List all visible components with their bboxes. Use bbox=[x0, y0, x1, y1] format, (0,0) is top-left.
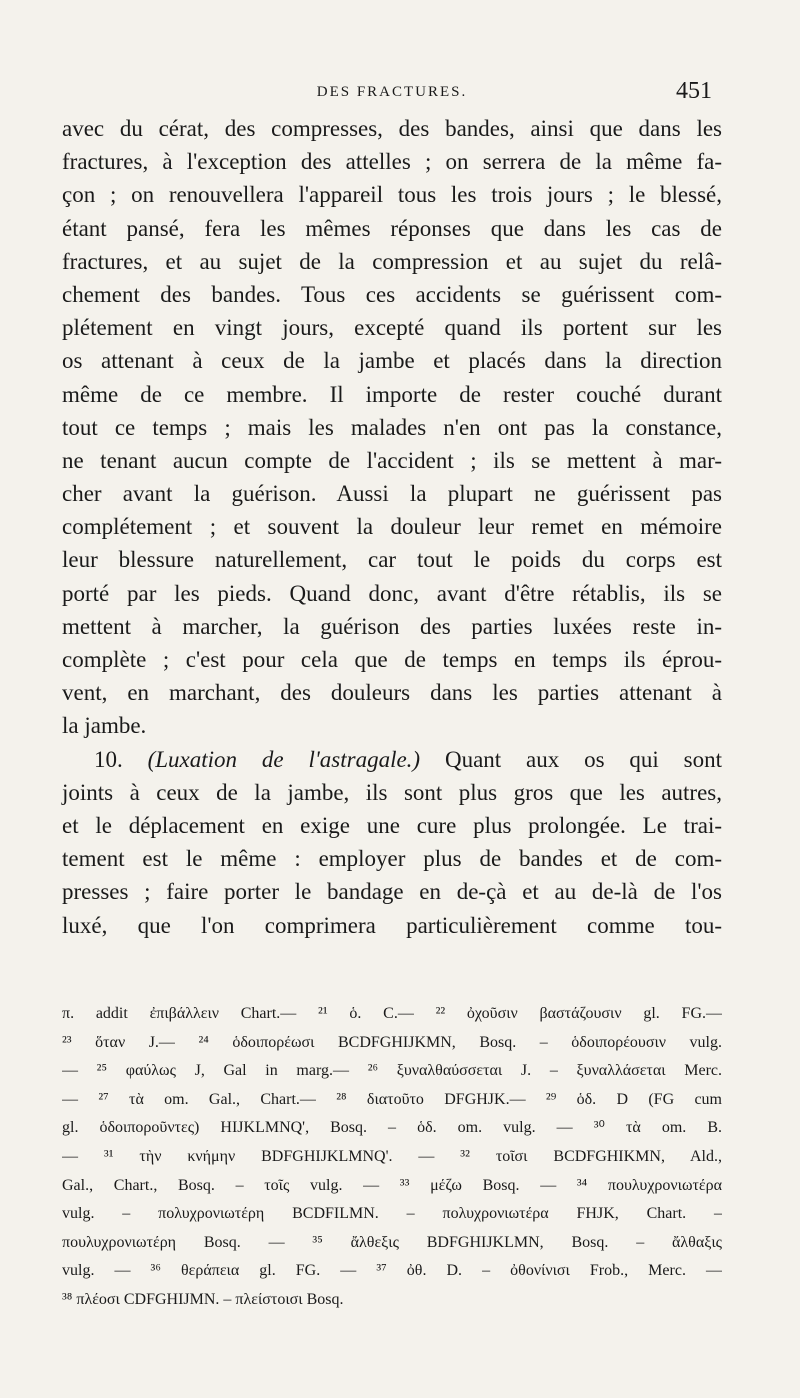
text-line: complétement ; et souvent la douleur leur remet en mémoire bbox=[62, 514, 722, 540]
text-line: la jambe. bbox=[62, 713, 147, 739]
text-line: fractures, et au sujet de la compression et au sujet du relâ- bbox=[62, 248, 722, 274]
text-line: tout ce temps ; mais les malades n'en ont pas la constance, bbox=[62, 414, 722, 440]
text-line: joints à ceux de la jambe, ils sont plus gros que les autres, bbox=[62, 779, 722, 805]
text-line: luxé, que l'on comprimera particulièrement comme tou- bbox=[62, 912, 722, 938]
running-title: DES FRACTURES. bbox=[316, 84, 468, 100]
text-line: vent, en marchant, des douleurs dans les parties attenant à bbox=[62, 680, 722, 706]
footnote-line: πουλυχρονιωτέρη Bosq. — ³⁵ ἄλθεξις BDFGHIJKLMN, Bosq. – ἄλθαξις bbox=[62, 1233, 722, 1251]
footnote-line: vulg. – πολυχρονιωτέρη BCDFILMN. – πολυχρονιωτέρα FHJK, Chart. – bbox=[62, 1205, 722, 1223]
footnote-line: — ³¹ τὴν κνήμην BDFGHIJKLMNQ'. — ³² τοῖσι BCDFGHIKMN, Ald., bbox=[62, 1147, 722, 1165]
footnote-line: ³⁸ πλέοσι CDFGHIJMN. – πλείστοισι Bosq. bbox=[62, 1290, 344, 1308]
section-first-line bbox=[62, 743, 722, 776]
footnote-line: — ²⁵ φαύλως J, Gal in marg.— ²⁶ ξυναλθαύσσεται J. – ξυναλλάσεται Merc. bbox=[62, 1062, 722, 1080]
main-text bbox=[62, 112, 722, 942]
text-line: çon ; on renouvellera l'appareil tous les trois jours ; le blessé, bbox=[62, 182, 722, 208]
text-line: ne tenant aucun compte de l'accident ; ils se mettent à mar- bbox=[62, 447, 722, 473]
section-title: (Luxation de l'astragale.) bbox=[147, 746, 421, 772]
footnote-line: ²³ ὅταν J.— ²⁴ ὁδοιπορέωσι BCDFGHIJKMN, Bosq. – ὁδοιπορέουσιν vulg. bbox=[62, 1033, 722, 1051]
footnotes bbox=[62, 1000, 722, 1315]
section-first-line-text: Quant aux os qui sont bbox=[444, 746, 722, 772]
text-line: et le déplacement en exige une cure plus prolongée. Le trai- bbox=[62, 812, 722, 838]
footnote-line: gl. ὁδοιποροῦντες) HIJKLMNQ', Bosq. – ὁδ. om. vulg. — ³⁰ τὰ om. B. bbox=[62, 1119, 722, 1137]
text-line: os attenant à ceux de la jambe et placés dans la direction bbox=[62, 348, 722, 374]
text-line: fractures, à l'exception des attelles ; on serrera de la même fa- bbox=[62, 149, 722, 175]
text-line: chement des bandes. Tous ces accidents se guérissent com- bbox=[62, 281, 722, 307]
page-number: 451 bbox=[676, 78, 712, 104]
text-line: porté par les pieds. Quand donc, avant d'être rétablis, ils se bbox=[62, 580, 722, 606]
footnote-line: Gal., Chart., Bosq. – τοῖς vulg. — ³³ μέζω Bosq. — ³⁴ πουλυχρονιωτέρα bbox=[62, 1176, 722, 1194]
text-line: complète ; c'est pour cela que de temps en temps ils éprou- bbox=[62, 647, 722, 672]
section-number: 10. bbox=[94, 746, 123, 772]
text-line: presses ; faire porter le bandage en de-çà et au de-là de l'os bbox=[62, 879, 722, 905]
text-line: avec du cérat, des compresses, des bandes, ainsi que dans les bbox=[62, 116, 722, 141]
footnote-line: π. addit ἐπιβάλλειν Chart.— ²¹ ὁ. C.— ²² ὀχοῦσιν βαστάζουσιν gl. FG.— bbox=[62, 1005, 722, 1022]
text-line: plétement en vingt jours, excepté quand ils portent sur les bbox=[62, 315, 722, 341]
text-line: cher avant la guérison. Aussi la plupart ne guérissent pas bbox=[62, 481, 722, 507]
text-line: leur blessure naturellement, car tout le poids du corps est bbox=[62, 547, 722, 573]
footnote-line: — ²⁷ τὰ om. Gal., Chart.— ²⁸ διατοῦτο DFGHJK.— ²⁹ ὁδ. D (FG cum bbox=[62, 1090, 722, 1108]
text-line: même de ce membre. Il importe de rester couché durant bbox=[62, 381, 722, 407]
running-head bbox=[62, 78, 722, 108]
text-line: tement est le même : employer plus de bandes et de com- bbox=[62, 846, 722, 872]
text-line: mettent à marcher, la guérison des parties luxées reste in- bbox=[62, 613, 722, 639]
footnote-line: vulg. — ³⁶ θεράπεια gl. FG. — ³⁷ ὀθ. D. – ὀθονίνισι Frob., Merc. — bbox=[62, 1262, 722, 1280]
text-line: étant pansé, fera les mêmes réponses que dans les cas de bbox=[62, 215, 722, 241]
